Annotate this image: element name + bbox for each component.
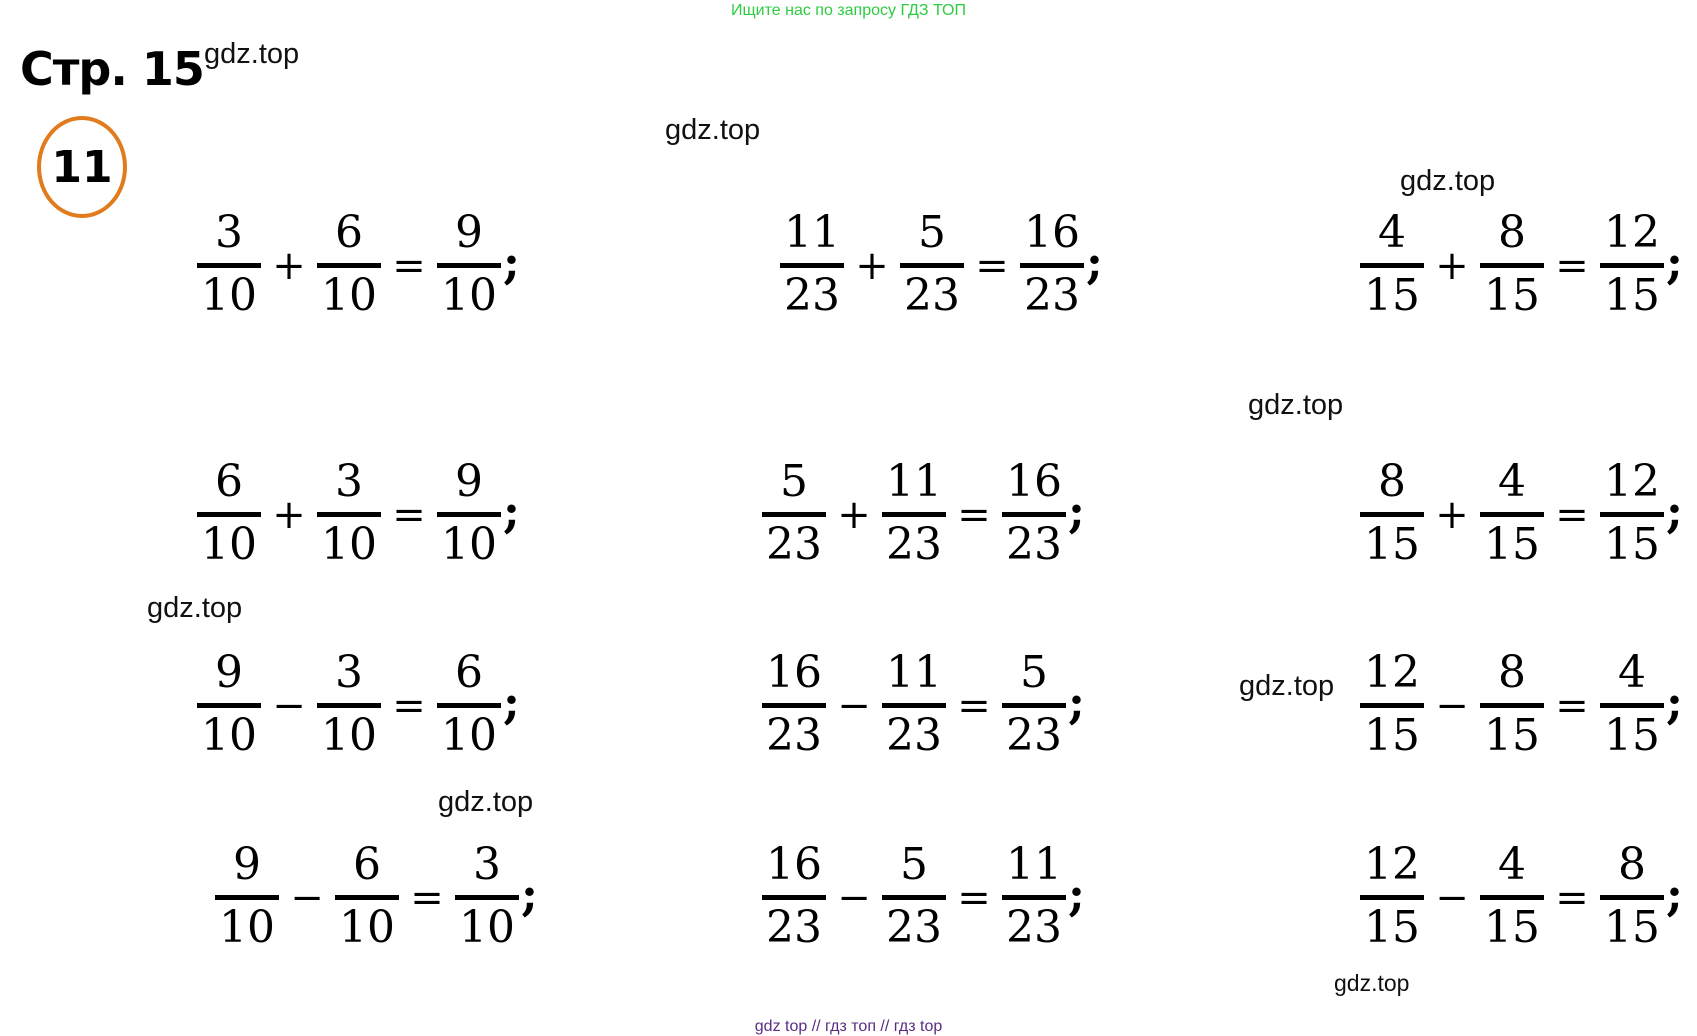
numerator: 5 <box>918 207 946 258</box>
fraction-bar <box>317 512 381 517</box>
equals-sign: = <box>1555 242 1589 289</box>
fraction-bar <box>882 703 946 708</box>
semicolon: ; <box>503 674 520 729</box>
fraction-bar <box>900 263 964 268</box>
fraction-second <box>1480 457 1544 572</box>
denominator: 10 <box>219 902 275 953</box>
numerator: 11 <box>1006 839 1062 890</box>
denominator: 23 <box>1006 519 1062 570</box>
semicolon: ; <box>503 483 520 538</box>
watermark: gdz.top <box>1400 165 1496 197</box>
denominator: 15 <box>1364 270 1420 321</box>
numerator: 5 <box>780 456 808 507</box>
semicolon: ; <box>1666 483 1683 538</box>
denominator: 15 <box>1364 710 1420 761</box>
fraction-result <box>1002 648 1066 763</box>
denominator: 23 <box>904 270 960 321</box>
fraction-first <box>1360 208 1424 323</box>
equals-sign: = <box>975 242 1009 289</box>
fraction-bar <box>1002 703 1066 708</box>
fraction-bar <box>1600 895 1664 900</box>
operator: − <box>837 874 871 921</box>
numerator: 11 <box>886 647 942 698</box>
numerator: 12 <box>1604 456 1660 507</box>
semicolon: ; <box>1086 234 1103 289</box>
fraction-second <box>882 840 946 955</box>
numerator: 9 <box>215 647 243 698</box>
fraction-bar <box>1480 263 1544 268</box>
fraction-bar <box>197 263 261 268</box>
equals-sign: = <box>392 242 426 289</box>
denominator: 15 <box>1604 270 1660 321</box>
fraction-bar <box>437 703 501 708</box>
fraction-second <box>1480 840 1544 955</box>
equation <box>197 457 520 572</box>
fraction-result <box>455 840 519 955</box>
fraction-first <box>762 457 826 572</box>
fraction-first <box>762 840 826 955</box>
numerator: 12 <box>1364 839 1420 890</box>
denominator: 10 <box>321 270 377 321</box>
fraction-result <box>1600 208 1664 323</box>
equals-sign: = <box>1555 682 1589 729</box>
denominator: 23 <box>1024 270 1080 321</box>
fraction-first <box>1360 840 1424 955</box>
semicolon: ; <box>1666 674 1683 729</box>
fraction-result <box>437 648 501 763</box>
semicolon: ; <box>1068 866 1085 921</box>
semicolon: ; <box>521 866 538 921</box>
semicolon: ; <box>1666 866 1683 921</box>
operator: − <box>290 874 324 921</box>
fraction-bar <box>762 895 826 900</box>
numerator: 6 <box>455 647 483 698</box>
numerator: 3 <box>335 456 363 507</box>
equals-sign: = <box>1555 491 1589 538</box>
equation <box>215 840 538 955</box>
operator: − <box>1435 874 1469 921</box>
denominator: 10 <box>339 902 395 953</box>
numerator: 8 <box>1498 647 1526 698</box>
numerator: 6 <box>335 207 363 258</box>
fraction-bar <box>1480 512 1544 517</box>
denominator: 23 <box>1006 902 1062 953</box>
denominator: 10 <box>201 710 257 761</box>
operator: + <box>272 242 306 289</box>
numerator: 9 <box>233 839 261 890</box>
numerator: 16 <box>1024 207 1080 258</box>
footer-text: gdz top // гдз топ // гдз top <box>754 1018 943 1035</box>
fraction-bar <box>1360 703 1424 708</box>
fraction-first <box>762 648 826 763</box>
numerator: 4 <box>1498 456 1526 507</box>
denominator: 23 <box>766 519 822 570</box>
denominator: 23 <box>886 902 942 953</box>
fraction-result <box>1002 840 1066 955</box>
denominator: 23 <box>886 710 942 761</box>
denominator: 23 <box>886 519 942 570</box>
fraction-result <box>1600 840 1664 955</box>
fraction-bar <box>215 895 279 900</box>
fraction-result <box>1600 648 1664 763</box>
fraction-bar <box>1480 895 1544 900</box>
fraction-first <box>1360 648 1424 763</box>
equals-sign: = <box>392 491 426 538</box>
numerator: 4 <box>1498 839 1526 890</box>
fraction-bar <box>1002 895 1066 900</box>
denominator: 15 <box>1364 519 1420 570</box>
numerator: 9 <box>455 456 483 507</box>
equals-sign: = <box>1555 874 1589 921</box>
numerator: 9 <box>455 207 483 258</box>
denominator: 10 <box>441 270 497 321</box>
equation <box>762 840 1085 955</box>
watermark: gdz.top <box>204 38 300 70</box>
denominator: 15 <box>1484 710 1540 761</box>
denominator: 15 <box>1484 519 1540 570</box>
semicolon: ; <box>1068 483 1085 538</box>
numerator: 11 <box>784 207 840 258</box>
numerator: 8 <box>1378 456 1406 507</box>
fraction-bar <box>197 512 261 517</box>
equation <box>762 457 1085 572</box>
numerator: 16 <box>766 839 822 890</box>
fraction-result <box>1600 457 1664 572</box>
denominator: 15 <box>1364 902 1420 953</box>
operator: − <box>272 682 306 729</box>
equation <box>197 208 520 323</box>
operator: + <box>837 491 871 538</box>
numerator: 8 <box>1498 207 1526 258</box>
fraction-first <box>215 840 279 955</box>
equals-sign: = <box>392 682 426 729</box>
fraction-second <box>882 457 946 572</box>
operator: + <box>272 491 306 538</box>
fraction-bar <box>882 512 946 517</box>
fraction-bar <box>1600 263 1664 268</box>
operator: − <box>837 682 871 729</box>
denominator: 10 <box>201 519 257 570</box>
fraction-bar <box>762 512 826 517</box>
top-banner: Ищите нас по запросу ГДЗ ТОП <box>731 2 966 19</box>
watermark: gdz.top <box>1334 970 1410 996</box>
fraction-result <box>437 208 501 323</box>
numerator: 3 <box>473 839 501 890</box>
semicolon: ; <box>1068 674 1085 729</box>
denominator: 23 <box>766 710 822 761</box>
fraction-second <box>900 208 964 323</box>
denominator: 15 <box>1604 710 1660 761</box>
numerator: 6 <box>353 839 381 890</box>
denominator: 23 <box>784 270 840 321</box>
fraction-second <box>1480 648 1544 763</box>
numerator: 16 <box>1006 456 1062 507</box>
denominator: 10 <box>321 519 377 570</box>
fraction-bar <box>197 703 261 708</box>
equals-sign: = <box>957 682 991 729</box>
numerator: 3 <box>215 207 243 258</box>
equation <box>1360 840 1683 955</box>
fraction-second <box>317 648 381 763</box>
fraction-bar <box>1002 512 1066 517</box>
watermark: gdz.top <box>1248 389 1344 421</box>
operator: + <box>1435 491 1469 538</box>
fraction-second <box>882 648 946 763</box>
numerator: 8 <box>1618 839 1646 890</box>
fraction-first <box>197 208 261 323</box>
fraction-first <box>780 208 844 323</box>
fraction-bar <box>762 703 826 708</box>
fraction-bar <box>1360 263 1424 268</box>
equals-sign: = <box>957 874 991 921</box>
numerator: 12 <box>1604 207 1660 258</box>
denominator: 10 <box>321 710 377 761</box>
fraction-first <box>197 457 261 572</box>
fraction-bar <box>317 703 381 708</box>
equation <box>780 208 1103 323</box>
denominator: 15 <box>1604 519 1660 570</box>
fraction-bar <box>780 263 844 268</box>
equation <box>1360 457 1683 572</box>
fraction-bar <box>1020 263 1084 268</box>
denominator: 23 <box>1006 710 1062 761</box>
fraction-second <box>1480 208 1544 323</box>
equation <box>197 648 520 763</box>
fraction-first <box>197 648 261 763</box>
task-number-badge <box>37 116 127 218</box>
numerator: 4 <box>1378 207 1406 258</box>
operator: + <box>855 242 889 289</box>
numerator: 4 <box>1618 647 1646 698</box>
watermark: gdz.top <box>438 786 534 818</box>
watermark: gdz.top <box>1239 670 1335 702</box>
fraction-second <box>335 840 399 955</box>
denominator: 10 <box>441 519 497 570</box>
denominator: 10 <box>459 902 515 953</box>
task-number: 11 <box>51 141 113 193</box>
fraction-second <box>317 208 381 323</box>
numerator: 5 <box>1020 647 1048 698</box>
equals-sign: = <box>410 874 444 921</box>
fraction-result <box>1020 208 1084 323</box>
page-title: Стр. 15 <box>20 42 204 96</box>
equation <box>1360 648 1683 763</box>
fraction-bar <box>455 895 519 900</box>
fraction-first <box>1360 457 1424 572</box>
fraction-result <box>1002 457 1066 572</box>
denominator: 10 <box>441 710 497 761</box>
numerator: 5 <box>900 839 928 890</box>
numerator: 16 <box>766 647 822 698</box>
fraction-bar <box>1360 895 1424 900</box>
watermark: gdz.top <box>147 592 243 624</box>
fraction-bar <box>335 895 399 900</box>
operator: + <box>1435 242 1469 289</box>
fraction-bar <box>317 263 381 268</box>
numerator: 3 <box>335 647 363 698</box>
fraction-bar <box>437 263 501 268</box>
fraction-result <box>437 457 501 572</box>
fraction-second <box>317 457 381 572</box>
fraction-bar <box>1480 703 1544 708</box>
fraction-bar <box>882 895 946 900</box>
denominator: 23 <box>766 902 822 953</box>
numerator: 6 <box>215 456 243 507</box>
equation <box>762 648 1085 763</box>
denominator: 15 <box>1604 902 1660 953</box>
semicolon: ; <box>503 234 520 289</box>
equals-sign: = <box>957 491 991 538</box>
fraction-bar <box>1360 512 1424 517</box>
numerator: 11 <box>886 456 942 507</box>
equation <box>1360 208 1683 323</box>
fraction-bar <box>437 512 501 517</box>
numerator: 12 <box>1364 647 1420 698</box>
denominator: 15 <box>1484 902 1540 953</box>
watermark: gdz.top <box>665 114 761 146</box>
denominator: 15 <box>1484 270 1540 321</box>
operator: − <box>1435 682 1469 729</box>
denominator: 10 <box>201 270 257 321</box>
fraction-bar <box>1600 703 1664 708</box>
fraction-bar <box>1600 512 1664 517</box>
semicolon: ; <box>1666 234 1683 289</box>
